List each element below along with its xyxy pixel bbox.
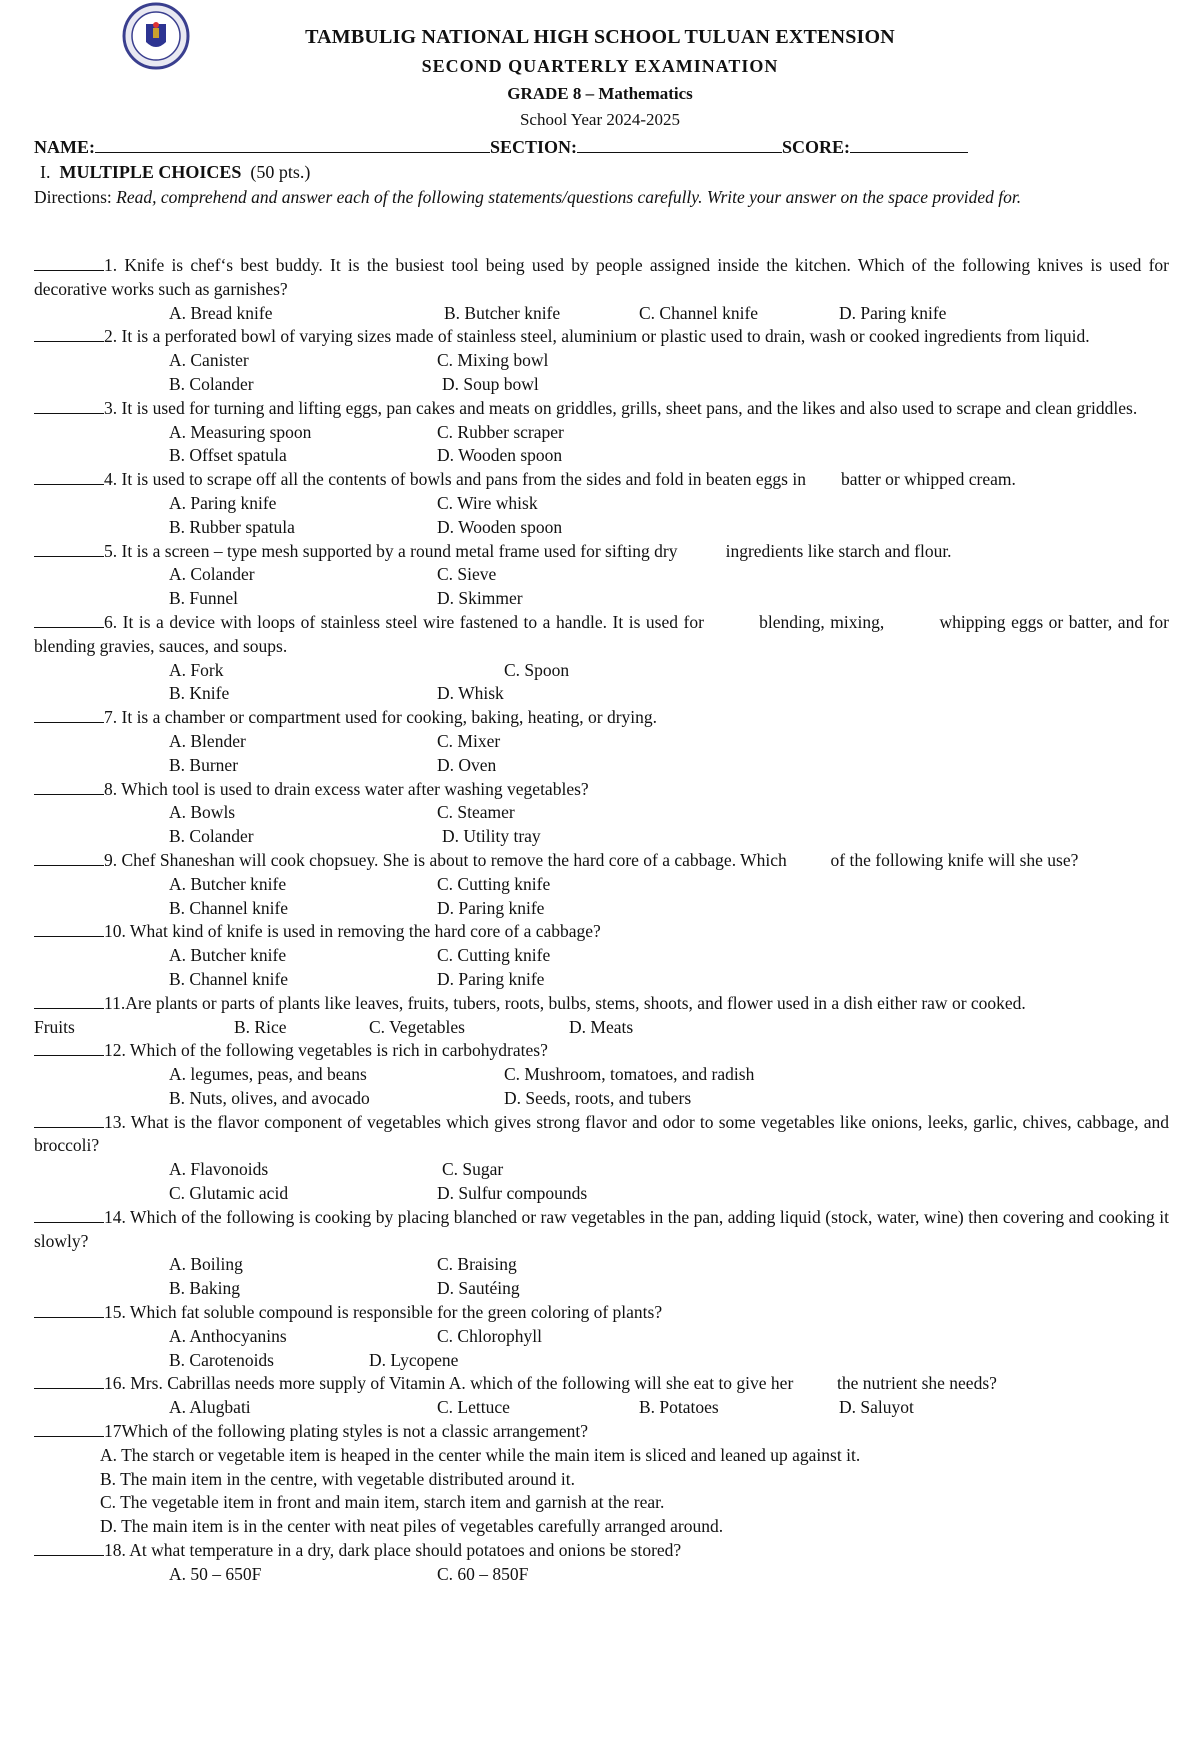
answer-blank[interactable]: [34, 1422, 104, 1437]
option: A. Butcher knife: [169, 873, 287, 894]
exam-title: SECOND QUARTERLY EXAMINATION: [421, 56, 779, 76]
option: B. Rubber spatula: [169, 516, 295, 537]
option: D. Soup bowl: [442, 373, 539, 394]
option: C. Glutamic acid: [169, 1183, 289, 1204]
question: [34, 1539, 1169, 1587]
question-text: 8. Which tool is used to drain excess water after washing vegetables?: [104, 778, 589, 799]
option: D. Seeds, roots, and tubers: [504, 1087, 692, 1108]
answer-blank[interactable]: [34, 1541, 104, 1556]
question-text: 12. Which of the following vegetables is rich in carbohydrates?: [104, 1040, 548, 1061]
question: [34, 778, 1169, 849]
option: D. Utility tray: [442, 826, 541, 847]
option: B. Rice: [234, 1016, 287, 1037]
option: C. The vegetable item in front and main item, starch item and garnish at the rear.: [100, 1492, 665, 1513]
option: A. Fork: [169, 659, 224, 680]
question: [34, 397, 1169, 468]
option: D. Wooden spoon: [437, 516, 563, 537]
option: D. Sautéing: [437, 1278, 520, 1299]
answer-blank[interactable]: [34, 780, 104, 795]
option: D. Sulfur compounds: [437, 1183, 588, 1204]
question-text: 6. It is a device with loops of stainless steel wire fastened to a handle. It is used for blending, mixing, whipping eggs or batter, and for blending gravies, sauces, and soups.: [34, 611, 1174, 656]
option: C. Chlorophyll: [437, 1325, 543, 1346]
option: C. Lettuce: [437, 1397, 510, 1418]
directions-label: Directions:: [34, 187, 112, 207]
option: C. 60 – 850F: [437, 1563, 529, 1584]
option: A. Anthocyanins: [169, 1325, 287, 1346]
question: [34, 1301, 1169, 1372]
option: B. Knife: [169, 683, 230, 704]
question-text: 11.Are plants or parts of plants like leaves, fruits, tubers, roots, bulbs, stems, shoots, and flower used in a dish either raw or cooked.: [104, 992, 1026, 1013]
answer-blank[interactable]: [34, 1208, 104, 1223]
question-text: 4. It is used to scrape off all the contents of bowls and pans from the sides and fold in beaten eggs in batter or whipped cream.: [104, 469, 1016, 490]
answer-blank[interactable]: [34, 1303, 104, 1318]
question: [34, 920, 1169, 991]
question-text: 16. Mrs. Cabrillas needs more supply of Vitamin A. which of the following will she eat to give her the nutrient she needs?: [104, 1373, 997, 1394]
option: A. Canister: [169, 350, 249, 371]
option: B. Butcher knife: [444, 302, 561, 323]
option: A. Colander: [169, 564, 255, 585]
question-text: 2. It is a perforated bowl of varying sizes made of stainless steel, aluminium or plastic used to drain, wash or cooked ingredients from liquid.: [104, 326, 1090, 347]
answer-blank[interactable]: [34, 256, 104, 271]
answer-blank[interactable]: [34, 994, 104, 1009]
answer-blank[interactable]: [34, 1113, 104, 1128]
option: D. Paring knife: [839, 302, 947, 323]
answer-blank[interactable]: [34, 851, 104, 866]
question-text: 10. What kind of knife is used in removing the hard core of a cabbage?: [104, 921, 601, 942]
option: C. Channel knife: [639, 302, 759, 323]
question: [34, 468, 1169, 539]
directions: [34, 186, 1144, 209]
option: C. Cutting knife: [437, 945, 551, 966]
option: A. Flavonoids: [169, 1159, 269, 1180]
option: D. Meats: [569, 1016, 634, 1037]
option: C. Sugar: [442, 1159, 504, 1180]
question: [34, 992, 1169, 1040]
option: B. Colander: [169, 373, 254, 394]
name-label: NAME:: [34, 137, 95, 157]
option: C. Spoon: [504, 659, 570, 680]
option: B. Funnel: [169, 588, 239, 609]
option: A. Alugbati: [169, 1397, 251, 1418]
section-points: (50 pts.): [250, 162, 311, 182]
option: A. Bread knife: [169, 302, 273, 323]
school-name: TAMBULIG NATIONAL HIGH SCHOOL TULUAN EXTENSION: [305, 26, 895, 48]
answer-blank[interactable]: [34, 470, 104, 485]
school-year: School Year 2024-2025: [519, 110, 681, 129]
option: B. The main item in the centre, with vegetable distributed around it.: [100, 1468, 575, 1489]
option: C. Wire whisk: [437, 492, 538, 513]
option: C. Vegetables: [369, 1016, 465, 1037]
section-title: MULTIPLE CHOICES: [59, 162, 242, 182]
section-field[interactable]: [577, 136, 782, 153]
option: B. Baking: [169, 1278, 240, 1299]
question: [34, 1206, 1169, 1301]
question: [34, 1372, 1169, 1420]
question-text: 14. Which of the following is cooking by placing blanched or raw vegetables in the pan, adding liquid (stock, water, wine) then covering and cooking it slowly?: [34, 1206, 1169, 1251]
option: C. Cutting knife: [437, 873, 551, 894]
question-text: 17Which of the following plating styles is not a classic arrangement?: [104, 1421, 589, 1442]
question: [34, 1039, 1169, 1110]
option: A. Boiling: [169, 1254, 243, 1275]
option: D. The main item is in the center with neat piles of vegetables carefully arranged around.: [100, 1516, 724, 1537]
student-info-row: [34, 136, 1174, 158]
option: C. Mushroom, tomatoes, and radish: [504, 1064, 755, 1085]
score-label: SCORE:: [782, 137, 851, 157]
option: B. Colander: [169, 826, 254, 847]
option: A. The starch or vegetable item is heaped in the center while the main item is sliced and leaned up against it.: [100, 1444, 861, 1465]
option: B. Channel knife: [169, 897, 289, 918]
option: D. Lycopene: [369, 1349, 459, 1370]
option: B. Offset spatula: [169, 445, 287, 466]
option: D. Paring knife: [437, 897, 545, 918]
question: [34, 706, 1169, 777]
question-list: [34, 254, 1174, 1587]
option: A. Bowls: [169, 802, 236, 823]
option: D. Wooden spoon: [437, 445, 563, 466]
answer-blank[interactable]: [34, 922, 104, 937]
option: B. Nuts, olives, and avocado: [169, 1087, 370, 1108]
option: D. Paring knife: [437, 968, 545, 989]
answer-blank[interactable]: [34, 542, 104, 557]
answer-blank[interactable]: [34, 613, 104, 628]
question: [34, 325, 1169, 396]
option: C. Braising: [437, 1254, 517, 1275]
option: C. Sieve: [437, 564, 497, 585]
score-field[interactable]: [850, 136, 968, 153]
option: A. Measuring spoon: [169, 421, 312, 442]
section-label: SECTION:: [490, 137, 578, 157]
option: D. Whisk: [437, 683, 504, 704]
question: [34, 540, 1169, 611]
option: A. Butcher knife: [169, 945, 287, 966]
question: [34, 254, 1169, 325]
option: A. Blender: [169, 730, 246, 751]
answer-blank[interactable]: [34, 1041, 104, 1056]
option: B. Channel knife: [169, 968, 289, 989]
section-number: I.: [40, 162, 51, 182]
option: D. Skimmer: [437, 588, 523, 609]
answer-blank[interactable]: [34, 708, 104, 723]
subject-title: GRADE 8 – Mathematics: [507, 84, 693, 103]
option: C. Rubber scraper: [437, 421, 564, 442]
option: B. Burner: [169, 754, 239, 775]
option: C. Mixer: [437, 730, 501, 751]
name-field[interactable]: [95, 136, 490, 153]
option: B. Potatoes: [639, 1397, 719, 1418]
question: [34, 1420, 1169, 1539]
option: A. Paring knife: [169, 492, 277, 513]
option: C. Mixing bowl: [437, 350, 549, 371]
option: A. 50 – 650F: [169, 1563, 262, 1584]
question-text: 5. It is a screen – type mesh supported by a round metal frame used for sifting dry ingredients like starch and flour.: [104, 540, 952, 561]
answer-blank[interactable]: [34, 399, 104, 414]
option: D. Oven: [437, 754, 497, 775]
question: [34, 611, 1174, 706]
option: Fruits: [34, 1016, 75, 1037]
question-text: 1. Knife is chef‘s best buddy. It is the busiest tool being used by people assigned inside the kitchen. Which of the following knives is used for decorative works such as garnishes?: [34, 255, 1169, 299]
question: [34, 849, 1169, 920]
question: [34, 1111, 1169, 1206]
option: D. Saluyot: [839, 1397, 914, 1418]
option: B. Carotenoids: [169, 1349, 274, 1370]
answer-blank[interactable]: [34, 1374, 104, 1389]
option: A. legumes, peas, and beans: [169, 1064, 367, 1085]
section-heading: [40, 162, 310, 183]
option: C. Steamer: [437, 802, 515, 823]
question-text: 3. It is used for turning and lifting eggs, pan cakes and meats on griddles, grills, sheet pans, and the likes and also used to scrape and clean griddles.: [104, 397, 1138, 418]
question-text: 7. It is a chamber or compartment used for cooking, baking, heating, or drying.: [104, 707, 658, 728]
question-text: 9. Chef Shaneshan will cook chopsuey. She is about to remove the hard core of a cabbage. Which of the following knife will she use?: [104, 849, 1079, 870]
question-text: 13. What is the flavor component of vegetables which gives strong flavor and odor to some vegetables like onions, leeks, garlic, chives, cabbage, and broccoli?: [34, 1111, 1169, 1156]
directions-text: Read, comprehend and answer each of the following statements/questions carefully. Write your answer on the space provided for.: [116, 187, 1022, 207]
question-text: 18. At what temperature in a dry, dark place should potatoes and onions be stored?: [104, 1540, 682, 1561]
answer-blank[interactable]: [34, 327, 104, 342]
question-text: 15. Which fat soluble compound is responsible for the green coloring of plants?: [104, 1302, 663, 1323]
